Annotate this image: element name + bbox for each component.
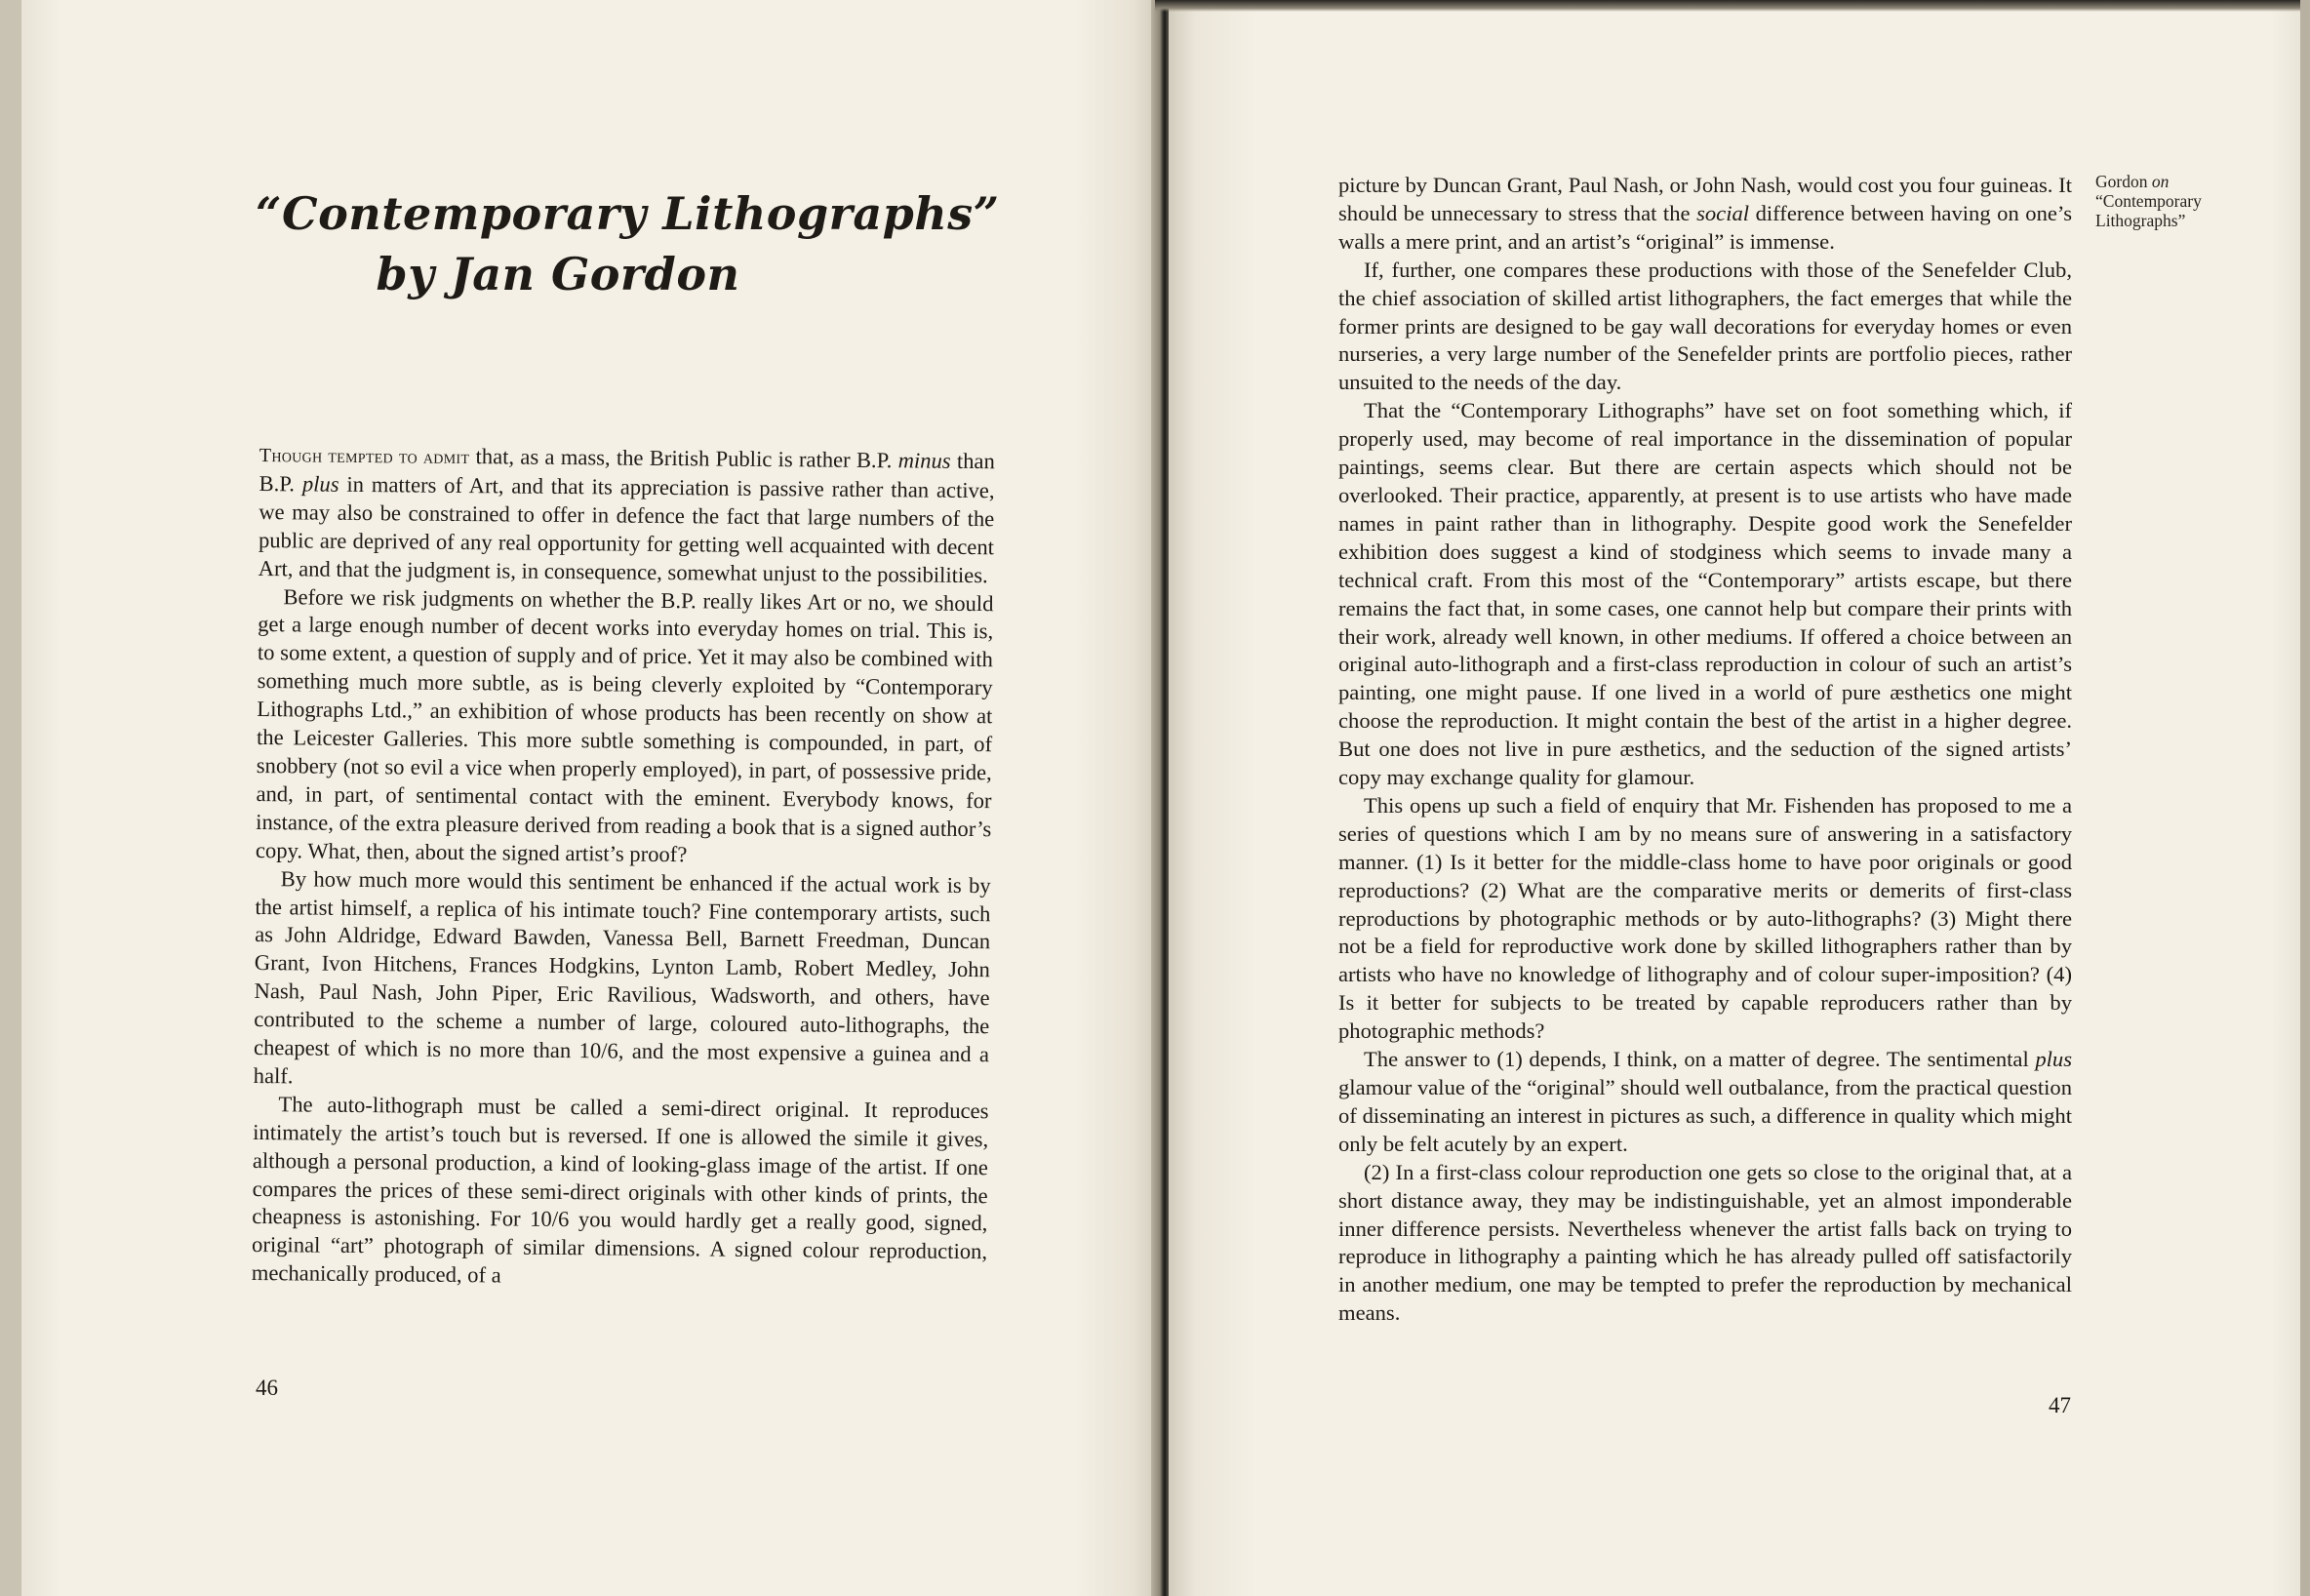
text: The answer to (1) depends, I think, on a matter of degree. The sentimental: [1364, 1047, 2036, 1072]
text: than B.P.: [259, 448, 995, 497]
marginal-note: [2095, 172, 2242, 230]
paragraph: Before we risk judgments on whether the B.P. really likes Art or no, we should get a large enough number of decent works into everyday homes on trial. This is, to some extent, a question of supply and of price. Yet it may also be combined with something much more subtle, as is being cleverly exploited by “Contemporary Lithographs Ltd.,” an exhibition of whose products has been recently on show at the Leicester Galleries. This more subtle something is compounded, in part, of snobbery (not so evil a vice when properly employed), in part, of possessive pride, and, in part, of sentimental contact with the eminent. Everybody knows, for instance, of the extra pleasure derived from reading a book that is a signed author’s copy. What, then, about the signed artist’s proof?: [255, 583, 994, 866]
title-line: “Contemporary Lithographs”: [256, 187, 1000, 240]
page-number-left: 46: [256, 1376, 278, 1400]
text: glamour value of the “original” should well outbalance, from the practical question of disseminating an interest in pictures as such, a difference in quality which might only be felt acutely by an expert.: [1338, 1075, 2072, 1156]
text: picture by Duncan Grant, Paul Nash, or John Nash, would cost you four guineas. It should be unnecessary to stress that the: [1338, 173, 2072, 225]
article-title: [256, 183, 1000, 304]
paragraph: [1338, 1046, 2072, 1159]
lead-in: Though tempted to admit: [259, 444, 470, 469]
page-number-right: 47: [2049, 1393, 2071, 1417]
italic-text: minus: [897, 448, 951, 473]
paragraph: The auto-lithograph must be called a semi-direct original. It reproduces intimately the artist’s touch but is reversed. If one is allowed the simile it gives, although a personal production, a kind of looking-glass image of the artist. If one compares the prices of these semi-direct originals with other kinds of prints, the cheapness is astonishing. For 10/6 you would hardly get a really good, signed, original “art” photograph of similar dimensions. A signed colour reproduction, mechanically produced, of a: [251, 1092, 989, 1288]
text: in matters of Art, and that its appreciation is passive rather than active, we may also be constrained to offer in defence the fact that large numbers of the public are deprived of any real opportunity for getting well acquainted with decent Art, and that the judgment is, in consequence, somewhat unjust to the possibilities.: [258, 471, 995, 587]
italic-text: social: [1696, 200, 1750, 225]
italic-text: plus: [301, 471, 339, 497]
paragraph: If, further, one compares these productions with those of the Senefelder Club, the chief association of skilled artist lithographers, the fact emerges that while the former prints are designed to be gay wall decorations for everyday homes or even nurseries, a very large number of the Senefelder prints are portfolio pieces, rather unsuited to the needs of the day.: [1338, 257, 2072, 395]
marginal-line: Lithographs”: [2095, 211, 2186, 230]
text: that, as a mass, the British Public is rather B.P.: [469, 444, 898, 473]
italic-text: on: [2151, 172, 2170, 191]
book-spine: [1151, 0, 1171, 1596]
marginal-line: “Contemporary: [2095, 191, 2202, 211]
page-top-shadow: [1155, 0, 2310, 12]
paragraph: [1338, 172, 2072, 257]
left-text-column: [252, 441, 995, 1295]
byline: by Jan Gordon: [376, 248, 740, 300]
right-text-column: [1338, 172, 2072, 1328]
text: difference between having on one’s walls a mere print, and an artist’s “original” is immense.: [1338, 200, 2072, 254]
marginal-line: [2095, 172, 2242, 191]
paragraph: This opens up such a field of enquiry that Mr. Fishenden has proposed to me a series of questions which I am by no means sure of answering in a satisfactory manner. (1) Is it better for the middle-class home to have poor originals or good reproductions? (2) What are the comparative merits or demerits of first-class reproductions by photographic methods or by auto-lithographs? (3) Might there not be a field for reproductive work done by skilled lithographers rather than by artists who have no knowledge of lithography and of colour super-imposition? (4) Is it better for subjects to be treated by capable reproducers rather than by photographic methods?: [1338, 792, 2072, 1044]
paragraph: [259, 441, 995, 590]
paragraph: That the “Contemporary Lithographs” have set on foot something which, if properly used, may become of real importance in the dissemination of popular paintings, seems clear. But there are certain aspects which should not be overlooked. Their practice, apparently, at present is to use artists who have made names in paint rather than in lithography. Despite good work the Senefelder exhibition does suggest a kind of stodginess which seems to invade many a technical craft. From this most of the “Contemporary” artists escape, but there remains the fact that, in some cases, one cannot help but compare their prints with their work, already well known, in other mediums. If offered a choice between an original auto-lithograph and a first-class reproduction in colour of such an artist’s painting, one might pause. If one lived in a world of pure æsthetics one might choose the reproduction. It might contain the best of the artist in a higher degree. But one does not live in pure æsthetics, and the seduction of the signed artists’ copy may exchange quality for glamour.: [1338, 398, 2072, 790]
italic-text: plus: [2035, 1047, 2072, 1072]
paragraph: (2) In a first-class colour reproduction one gets so close to the original that, at a short distance away, they may be indistinguishable, yet an almost imponderable inner difference persists. Nevertheless whenever the artist falls back on trying to reproduce in lithography a painting which he has already pulled off satisfactorily in another medium, one may be tempted to prefer the reproduction by mechanical means.: [1338, 1159, 2072, 1326]
page-edge: [2300, 0, 2310, 1596]
paragraph: By how much more would this sentiment be enhanced if the actual work is by the artist himself, a replica of his intimate touch? Fine contemporary artists, such as John Aldridge, Edward Bawden, Vanessa Bell, Barnett Freedman, Duncan Grant, Ivon Hitchens, Frances Hodgkins, Lynton Lamb, Robert Medley, John Nash, Paul Nash, John Piper, Eric Ravilious, Wadsworth, and others, have contributed to the scheme a number of large, coloured auto-lithographs, the cheapest of which is no more than 10/6, and the most expensive a guinea and a half.: [253, 865, 991, 1089]
text: Gordon: [2095, 172, 2152, 191]
